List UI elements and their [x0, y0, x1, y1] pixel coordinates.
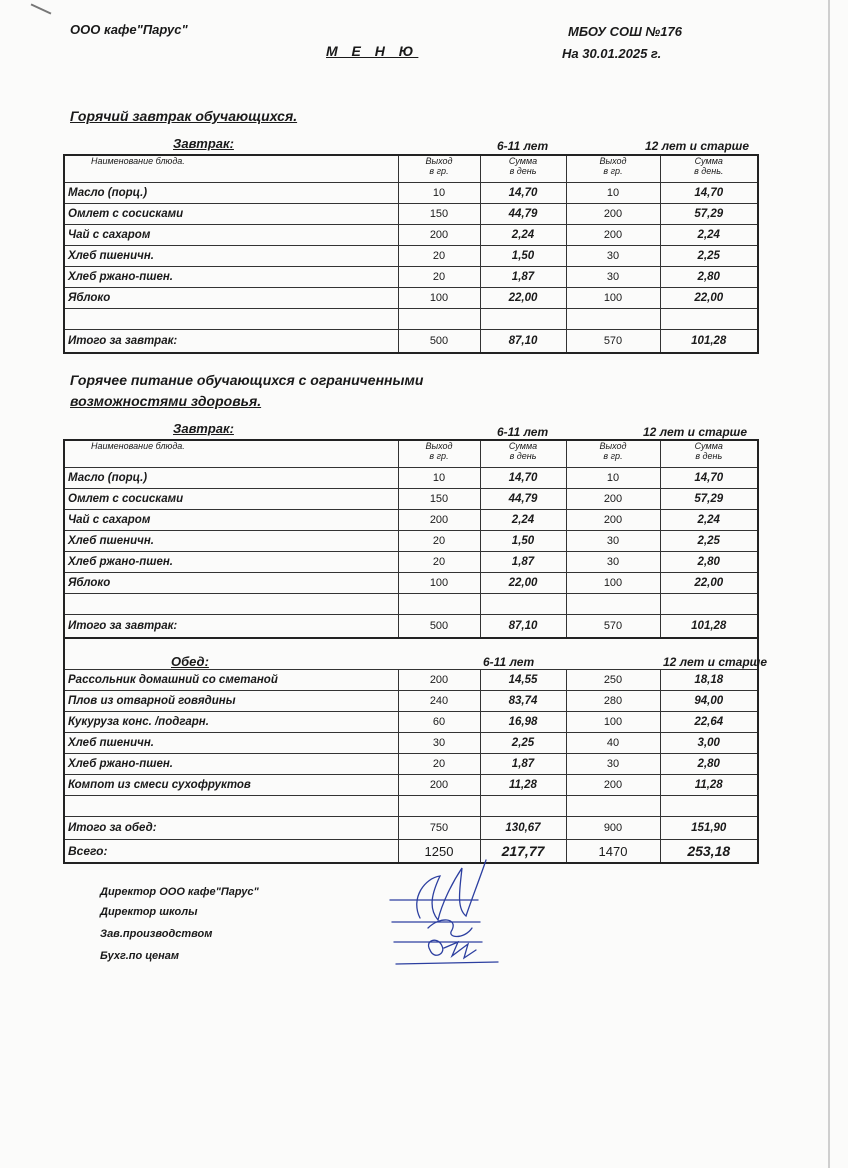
table-row: Чай с сахаром 200 2,24 200 2,24 — [64, 510, 758, 531]
table-header-row — [64, 440, 758, 468]
col-output-a: Выход в гр. — [398, 155, 480, 183]
col-output-b: Выход в гр. — [566, 155, 660, 183]
cafe-name: ООО кафе"Парус" — [70, 22, 188, 37]
col-output-b: Выход в гр. — [566, 440, 660, 468]
signature-director-school: Директор школы — [100, 906, 198, 918]
table-row: Яблоко 100 22,00 100 22,00 — [64, 573, 758, 594]
signature-accountant: Бухг.по ценам — [100, 950, 179, 962]
table-row: Компот из смеси сухофруктов 200 11,28 200 11,28 — [64, 775, 758, 796]
table-row: Масло (порц.) 10 14,70 10 14,70 — [64, 183, 758, 204]
section2-title-line2: возможностями здоровья. — [70, 393, 262, 409]
section2-age-12plus: 12 лет и старше — [643, 425, 748, 439]
signature-production-head: Зав.производством — [100, 928, 213, 940]
table-row: Масло (порц.) 10 14,70 10 14,70 — [64, 468, 758, 489]
section1-table — [63, 154, 759, 354]
signature-director-cafe: Директор ООО кафе"Парус" — [100, 886, 259, 898]
table-row-empty — [64, 309, 758, 330]
lunch-age-6-11: 6-11 лет — [483, 655, 535, 669]
lunch-total-row: Итого за обед: 750 130,67 900 151,90 — [64, 817, 758, 840]
section2-breakfast-label: Завтрак: — [173, 421, 234, 436]
lunch-header-row — [64, 638, 758, 670]
section2-title — [70, 370, 423, 412]
scan-edge — [828, 0, 830, 1168]
table-row: Чай с сахаром 200 2,24 200 2,24 — [64, 225, 758, 246]
table-row: Хлеб пшеничн. 20 1,50 30 2,25 — [64, 531, 758, 552]
table-row-empty — [64, 594, 758, 615]
col-sum-b: Сумма в день — [660, 440, 758, 468]
table-row: Хлеб пшеничн. 30 2,25 40 3,00 — [64, 733, 758, 754]
table-total-row: Итого за завтрак: 500 87,10 570 101,28 — [64, 615, 758, 639]
col-sum-a: Сумма в день — [480, 155, 566, 183]
col-sum-b: Сумма в день. — [660, 155, 758, 183]
handwritten-signature — [380, 858, 510, 978]
table-row: Омлет с сосисками 150 44,79 200 57,29 — [64, 489, 758, 510]
table-row: Омлет с сосисками 150 44,79 200 57,29 — [64, 204, 758, 225]
section1-title: Горячий завтрак обучающихся. — [70, 108, 298, 124]
table-header-row — [64, 155, 758, 183]
col-sum-a: Сумма в день — [480, 440, 566, 468]
lunch-age-12plus: 12 лет и старше — [663, 655, 768, 669]
section1-age-12plus: 12 лет и старше — [645, 139, 750, 153]
grand-total-row: Всего: 1250 217,77 1470 253,18 — [64, 840, 758, 864]
table-row: Хлеб ржано-пшен. 20 1,87 30 2,80 — [64, 552, 758, 573]
table-row: Кукуруза конс. /подгарн. 60 16,98 100 22,64 — [64, 712, 758, 733]
table-row: Хлеб ржано-пшен. 20 1,87 30 2,80 — [64, 267, 758, 288]
col-output-a: Выход в гр. — [398, 440, 480, 468]
table-row: Хлеб ржано-пшен. 20 1,87 30 2,80 — [64, 754, 758, 775]
col-dish-name: Наименование блюда. — [64, 440, 398, 468]
col-dish-name: Наименование блюда. — [64, 155, 398, 183]
section2-age-6-11: 6-11 лет — [497, 425, 549, 439]
table-row: Рассольник домашний со сметаной 200 14,55 250 18,18 — [64, 670, 758, 691]
section1-breakfast-label: Завтрак: — [173, 136, 234, 151]
section2-table — [63, 439, 768, 864]
lunch-label: Обед: — [171, 654, 209, 669]
menu-date: На 30.01.2025 г. — [562, 46, 662, 61]
table-row: Плов из отварной говядины 240 83,74 280 94,00 — [64, 691, 758, 712]
table-row-empty — [64, 796, 758, 817]
scan-corner-mark — [31, 3, 52, 14]
section2-title-line1: Горячее питание обучающихся с ограниченными — [70, 372, 424, 388]
section1-age-6-11: 6-11 лет — [497, 139, 549, 153]
table-total-row: Итого за завтрак: 500 87,10 570 101,28 — [64, 330, 758, 354]
table-row: Яблоко 100 22,00 100 22,00 — [64, 288, 758, 309]
school-name: МБОУ СОШ №176 — [568, 24, 682, 39]
table-row: Хлеб пшеничн. 20 1,50 30 2,25 — [64, 246, 758, 267]
page-title: М Е Н Ю — [326, 43, 419, 59]
